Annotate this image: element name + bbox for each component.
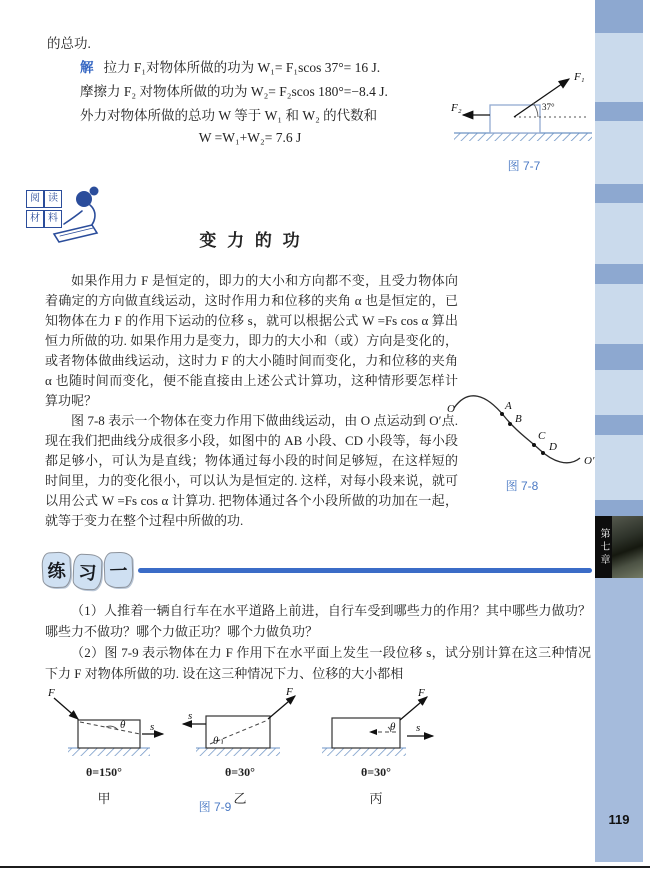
figure-7-7-caption: 图 7-7: [507, 159, 541, 173]
point-b-label: B: [515, 413, 522, 425]
figure-7-8-caption: 图 7-8: [505, 479, 539, 493]
point-a-label: A: [505, 400, 512, 412]
solution-line-3: 外力对物体所做的总功 W 等于 W₁ 和 W₂ 的代数和: [80, 108, 378, 123]
figure-7-9-caption: 图 7-9: [198, 800, 232, 814]
exercise-header-rule: [138, 568, 592, 573]
force-arrow: [400, 697, 427, 720]
f2-label: F₂: [451, 102, 462, 114]
solution-block: [80, 56, 500, 128]
figure-7-8-diagram: [446, 382, 598, 472]
case-yi-name: 乙: [233, 791, 247, 806]
point-o-prime-label: O′: [584, 455, 595, 467]
solution-line-1: [80, 56, 500, 80]
strip-band: [595, 184, 643, 203]
page-bottom-rule: [0, 866, 650, 868]
strip-band: [595, 264, 643, 284]
solution-line-2: 摩擦力 F₂ 对物体所做的功为 W₂= F₂scos 180°=−8.4 J.: [80, 84, 388, 99]
displacement-label: s: [188, 710, 193, 722]
solution-equation: W =W₁+W₂= 7.6 J: [198, 130, 302, 145]
paragraph-1: 如果作用力 F 是恒定的，即力的大小和方向都不变，且受力物体向着确定的方向做直线运动，这时作用力和位移的夹角 α 也是恒定的，已知物体在力 F 的作用下运动的位移 s，就可以根据公式 W =Fs cos α 算出恒力所做的功. 如果作用力是变力，即力的大小和（或）方向是变化的，或者物体做曲线运动，这时力 F 的大小随时间而变化，力和位移的夹角 α 也随时间而变化，便不能直接由上述公式计算功，这种情形要怎样计算功呢？: [45, 273, 458, 408]
case-bing-name: 丙: [369, 791, 383, 806]
question-1: （1）人推着一辆自行车在水平道路上前进，自行车受到哪些力的作用？其中哪些力做功？哪些力不做功？哪个力做正功？哪个力做负功？: [45, 603, 591, 639]
point-d-label: D: [549, 441, 557, 453]
chapter-tab-label: 第七章: [598, 527, 609, 567]
intro-line: 的总功.: [47, 36, 91, 51]
exercise-header: [40, 550, 595, 600]
f1-label: F₁: [574, 71, 585, 83]
exercise-questions: [45, 600, 591, 684]
case-yi-angle: θ=30°: [225, 765, 255, 779]
block: [78, 720, 140, 748]
case-jia-angle: θ=150°: [86, 765, 122, 779]
paragraph-2: 图 7-8 表示一个物体在变力作用下做曲线运动，由 O 点运动到 O′点. 现在我们把曲线分成很多小段，如图中的 AB 小段、CD 小段等，每小段都足够小，可认为是直线；物体通过每小段的时间足够短，在这样短的时间里，力的变化很小，可以认为是恒定的. 这样，对每小段来说，就可以用公式 W =Fs cos α 计算功. 把物体通过各个小段所做的功加在一起，就等于变力在整个过程中所做的功.: [45, 413, 458, 528]
figure-7-8: [446, 382, 598, 494]
force-label: F: [286, 686, 293, 698]
case-bing-diagram: [312, 686, 440, 758]
figure-7-9-case-jia: [36, 686, 172, 807]
exercise-tile: 习: [72, 554, 102, 591]
chapter-photo-thumbnail: [612, 516, 643, 578]
motion-curve: [454, 396, 580, 463]
theta-label: θ: [213, 735, 219, 747]
figure-7-7-diagram: [450, 58, 598, 152]
case-jia-diagram: [40, 686, 168, 758]
figure-7-9: [36, 686, 444, 807]
point-o-label: O: [447, 403, 455, 415]
badge-char: 阅: [26, 190, 44, 208]
figure-7-7: [450, 58, 598, 174]
body-text: [45, 271, 458, 531]
theta-label: θ: [120, 719, 126, 731]
figure-7-9-case-yi: [172, 686, 308, 807]
case-bing-angle: θ=30°: [361, 765, 391, 779]
solution-line-1-text: 拉力 F₁对物体所做的功为 W₁= F₁scos 37°= 16 J.: [103, 60, 381, 75]
question-2: （2）图 7-9 表示物体在力 F 作用下在水平面上发生一段位移 s，试分别计算在这三种情况下力 F 对物体所做的功. 设在这三种情况下力、位移的大小都相: [45, 645, 591, 681]
figure-7-9-case-bing: [308, 686, 444, 807]
chapter-tab: [595, 516, 612, 578]
force-label: F: [418, 687, 425, 699]
ground-hatching: [454, 133, 592, 141]
strip-band: [595, 0, 643, 33]
angle-label: 37°: [542, 102, 555, 112]
case-yi-diagram: [176, 686, 304, 758]
badge-char: 材: [26, 210, 44, 228]
point-c-label: C: [538, 430, 546, 442]
exercise-tile: 一: [103, 552, 133, 589]
strip-band: [595, 102, 643, 121]
strip-band: [595, 344, 643, 370]
page-number: 119: [608, 812, 630, 827]
theta-label: θ: [390, 721, 396, 733]
page-edge-strip: [595, 0, 643, 862]
badge-char: 料: [44, 210, 62, 228]
case-jia-name: 甲: [97, 791, 111, 806]
displacement-label: s: [416, 722, 421, 734]
badge-char: 读: [44, 190, 62, 208]
force-arrow: [54, 698, 78, 719]
force-arrow: [268, 696, 295, 719]
solution-label: 解: [80, 60, 94, 75]
force-label: F: [48, 687, 55, 699]
section-title: 变 力 的 功: [199, 231, 303, 250]
exercise-tile: 练: [41, 551, 72, 588]
strip-band: [595, 415, 643, 435]
block: [490, 105, 540, 133]
displacement-label: s: [150, 721, 155, 733]
